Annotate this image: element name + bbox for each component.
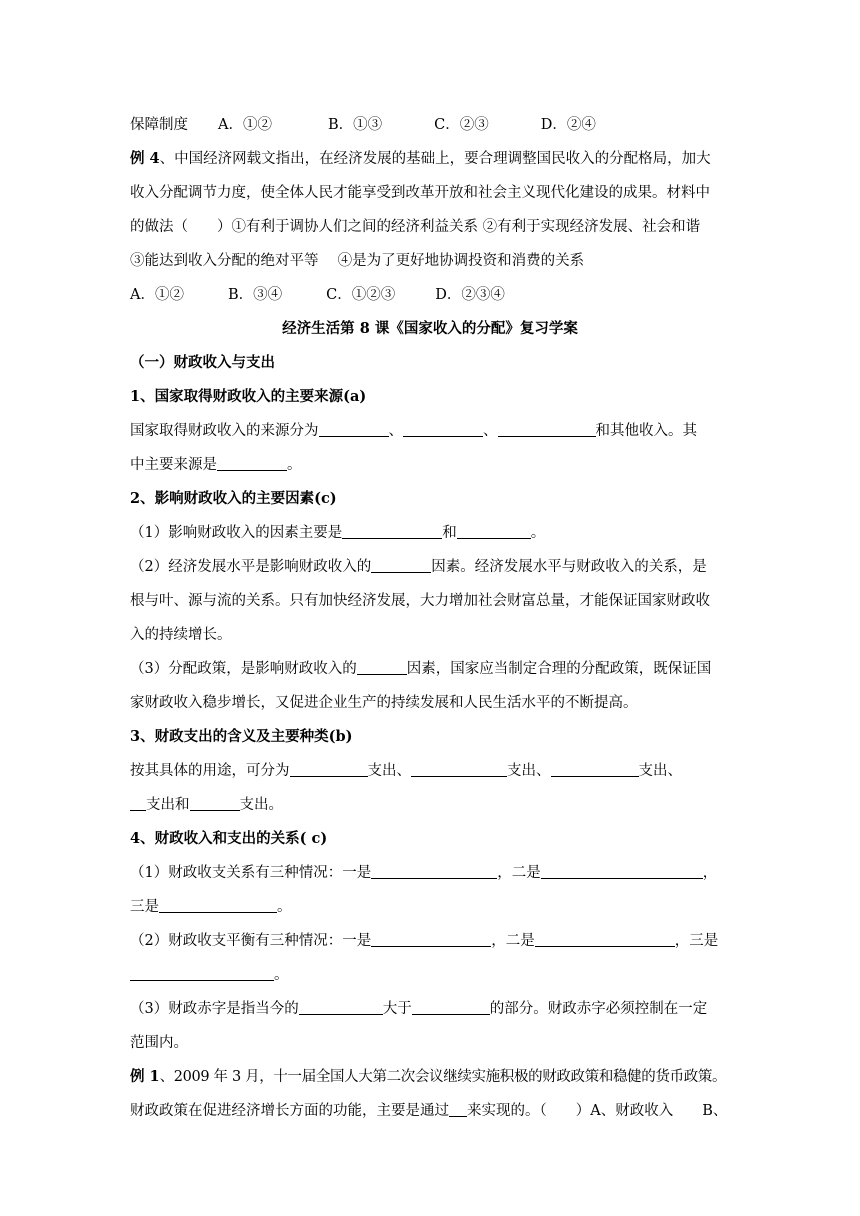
heading-3: 3、财政支出的含义及主要种类(b) bbox=[130, 728, 353, 745]
blank[interactable] bbox=[217, 455, 287, 471]
para1-line1: 国家取得财政收入的来源分为 、 、 和其他收入。其 bbox=[130, 423, 697, 439]
blank[interactable] bbox=[342, 523, 442, 539]
example4-line4: ③能达到收入分配的绝对平等 ④是为了更好地协调投资和消费的关系 bbox=[130, 253, 585, 269]
example4-line2: 收入分配调节力度，使全体人民才能享受到改革开放和社会主义现代化建设的成果。材料中 bbox=[130, 185, 710, 201]
blank[interactable] bbox=[498, 421, 596, 437]
heading-4: 4、财政收入和支出的关系( c) bbox=[130, 830, 328, 847]
example1-line2: 财政政策在促进经济增长方面的功能，主要是通过 来实现的。（ ）A、财政收入 B、 bbox=[130, 1103, 728, 1119]
para2-2-line3: 入的持续增长。 bbox=[130, 627, 232, 643]
para2-2-line2: 根与叶、源与流的关系。只有加快经济发展，大力增加社会财富总量，才能保证国家财政收 bbox=[130, 593, 710, 609]
para2-3-line1: （3）分配政策，是影响财政收入的 因素，国家应当制定合理的分配政策，既保证国 bbox=[130, 661, 712, 677]
para4-2-line2: 。 bbox=[130, 958, 730, 992]
top-options-line bbox=[130, 108, 730, 142]
heading-2: 2、影响财政收入的主要因素(c) bbox=[130, 490, 337, 507]
example4-line1: 例 4、中国经济网载文指出，在经济发展的基础上，要合理调整国民收入的分配格局，加大 bbox=[130, 150, 711, 167]
option-a: A．①② bbox=[218, 117, 272, 133]
option-d: D．②④ bbox=[540, 117, 596, 133]
blank[interactable] bbox=[371, 931, 491, 947]
para4-2-line1: （2）财政收支平衡有三种情况：一是 ，二是 ，三是 bbox=[130, 933, 719, 949]
blank[interactable] bbox=[457, 523, 531, 539]
blank[interactable] bbox=[403, 421, 483, 437]
top-line-lead: 保障制度 bbox=[130, 117, 188, 133]
para2-2-line1: （2）经济发展水平是影响财政收入的 因素。经济发展水平与财政收入的关系，是 bbox=[130, 559, 707, 575]
para4-1-line2: 三是 。 bbox=[130, 899, 292, 915]
blank[interactable] bbox=[159, 897, 277, 913]
para2-3-line2: 家财政收入稳步增长，又促进企业生产的持续发展和人民生活水平的不断提高。 bbox=[130, 695, 638, 711]
example4-label: 例 4 bbox=[130, 150, 160, 167]
example1-label: 例 1 bbox=[130, 1068, 160, 1085]
blank[interactable] bbox=[371, 557, 431, 573]
blank[interactable] bbox=[411, 761, 507, 777]
blank[interactable] bbox=[130, 795, 146, 811]
option-c: C．②③ bbox=[434, 117, 489, 133]
blank[interactable] bbox=[130, 965, 274, 981]
section-heading: （一）财政收入与支出 bbox=[130, 354, 275, 371]
blank[interactable] bbox=[535, 931, 675, 947]
example4-options: A．①② B．③④ C．①②③ D．②③④ bbox=[130, 287, 505, 303]
blank[interactable] bbox=[551, 761, 639, 777]
blank[interactable] bbox=[412, 999, 490, 1015]
para4-3-line2: 范围内。 bbox=[130, 1035, 188, 1051]
example4-line3: 的做法（ ）①有利于调协人们之间的经济利益关系 ②有利于实现经济发展、社会和谐 bbox=[130, 219, 701, 235]
document-body bbox=[130, 108, 730, 1128]
heading-1: 1、国家取得财政收入的主要来源(a) bbox=[130, 388, 367, 405]
para1-line2: 中主要来源是 。 bbox=[130, 457, 302, 473]
para4-1-line1: （1）财政收支关系有三种情况：一是 ，二是 ， bbox=[130, 865, 718, 881]
blank[interactable] bbox=[299, 999, 383, 1015]
blank[interactable] bbox=[357, 659, 407, 675]
para3-line2: 支出和 支出。 bbox=[130, 788, 730, 822]
blank[interactable] bbox=[290, 761, 368, 777]
option-b: B．①③ bbox=[327, 117, 383, 133]
blank[interactable] bbox=[371, 863, 497, 879]
para4-3-line1: （3）财政赤字是指当今的 大于 的部分。财政赤字必须控制在一定 bbox=[130, 1001, 708, 1017]
blank[interactable] bbox=[190, 795, 240, 811]
blank[interactable] bbox=[319, 421, 389, 437]
document-title: 经济生活第 8 课《国家收入的分配》复习学案 bbox=[282, 320, 578, 337]
para3-line1: 按其具体的用途，可分为 支出、 支出、 支出、 bbox=[130, 763, 682, 779]
para2-1: （1）影响财政收入的因素主要是 和 。 bbox=[130, 525, 546, 541]
blank[interactable] bbox=[541, 863, 703, 879]
example1-line1: 例 1、2009 年 3 月，十一届全国人大第二次会议继续实施积极的财政政策和稳健的货币政策。 bbox=[130, 1068, 727, 1085]
blank[interactable] bbox=[449, 1101, 467, 1117]
